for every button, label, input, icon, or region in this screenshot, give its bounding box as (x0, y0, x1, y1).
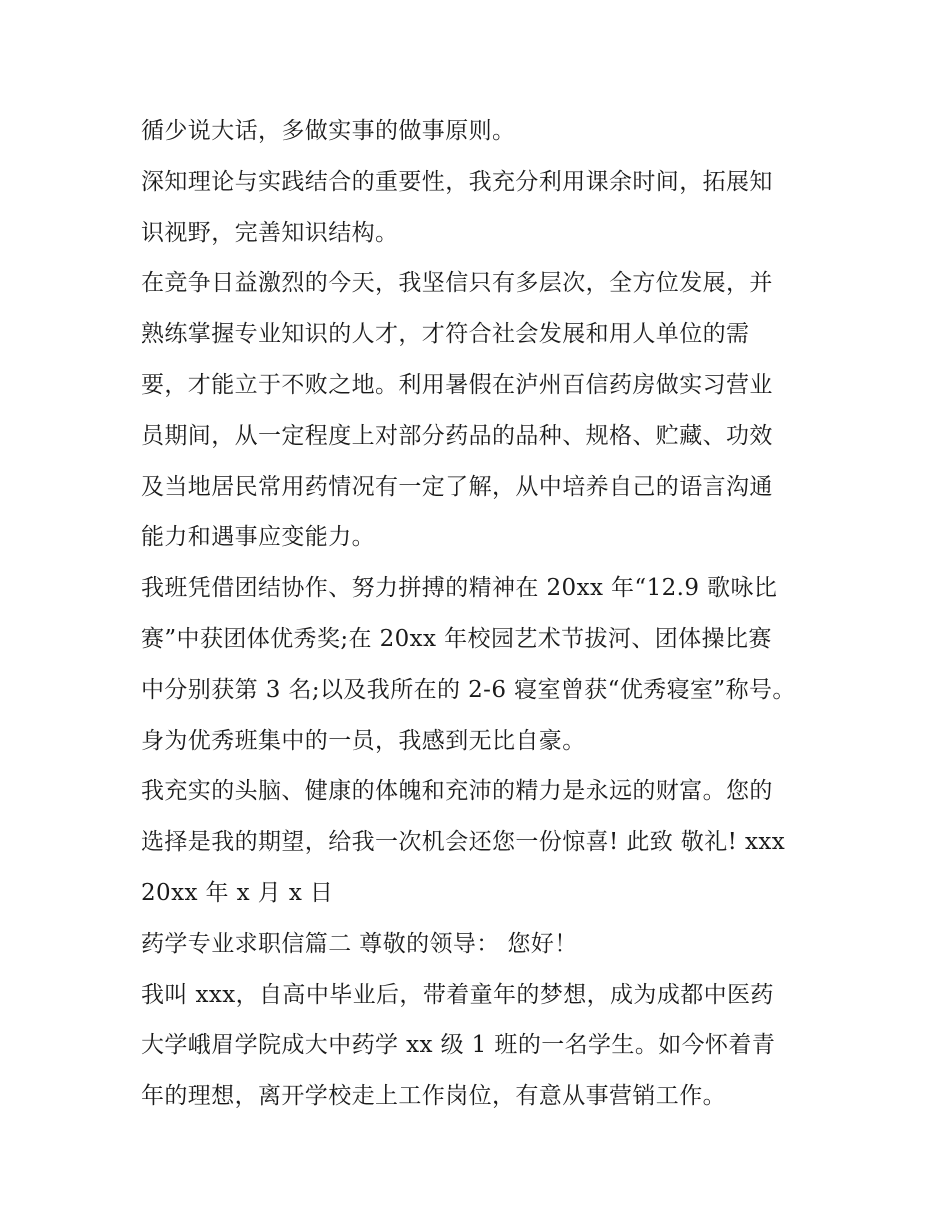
text-line: 循少说大话，多做实事的做事原则。 (141, 118, 516, 144)
text-line: 年的理想，离开学校走上工作岗位，有意从事营销工作。 (141, 1083, 726, 1110)
text-line: 中分别获第 3 名;以及我所在的 2-6 寝室曾获“优秀寝室”称号。 (141, 676, 796, 703)
text-line: 选择是我的期望，给我一次机会还您一份惊喜! 此致 敬礼! xxx (141, 829, 786, 856)
body-text (141, 106, 821, 1122)
text-line: 我叫 xxx，自高中毕业后，带着童年的梦想，成为成都中医药 (141, 981, 774, 1008)
text-line: 在竞争日益激烈的今天，我坚信只有多层次，全方位发展，并 (141, 270, 773, 297)
text-line: 熟练掌握专业知识的人才，才符合社会发展和用人单位的需 (141, 321, 750, 348)
text-line: 识视野，完善知识结构。 (141, 219, 399, 246)
text-line: 药学专业求职信篇二 尊敬的领导： 您好！ (141, 930, 578, 957)
text-line: 赛”中获团体优秀奖;在 20xx 年校园艺术节拔河、团体操比赛 (141, 625, 772, 652)
text-line: 及当地居民常用药情况有一定了解，从中培养自己的语言沟通 (141, 473, 773, 500)
text-line: 员期间，从一定程度上对部分药品的品种、规格、贮藏、功效 (141, 422, 773, 449)
text-line: 深知理论与实践结合的重要性，我充分利用课余时间，拓展知 (141, 168, 773, 195)
text-line: 我充实的头脑、健康的体魄和充沛的精力是永远的财富。您的 (141, 778, 773, 805)
text-line: 大学峨眉学院成大中药学 xx 级 1 班的一名学生。如今怀着青 (141, 1032, 776, 1059)
text-line: 我班凭借团结协作、努力拼搏的精神在 20xx 年“12.9 歌咏比 (141, 575, 778, 602)
text-line: 要，才能立于不败之地。利用暑假在泸州百信药房做实习营业 (141, 371, 773, 398)
text-line: 能力和遇事应变能力。 (141, 524, 375, 551)
text-line: 身为优秀班集中的一员，我感到无比自豪。 (141, 727, 586, 754)
text-line: 20xx 年 x 月 x 日 (141, 879, 334, 906)
